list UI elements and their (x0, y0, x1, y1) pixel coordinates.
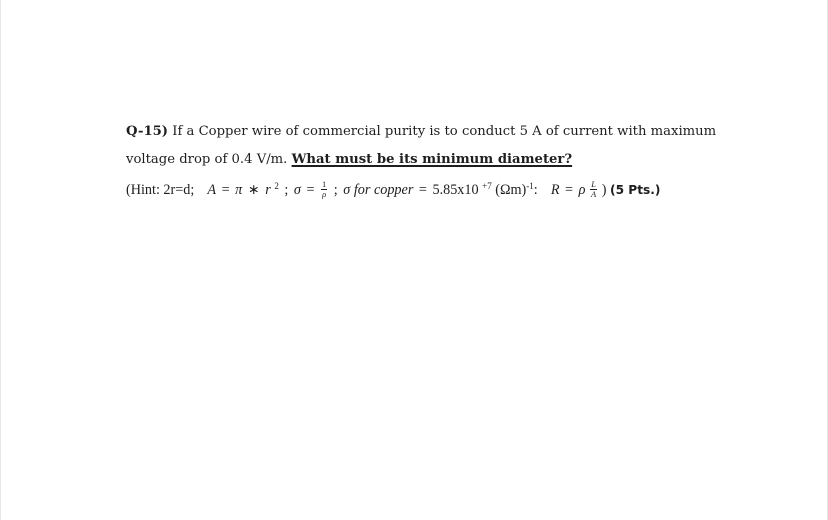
question-text: If a Copper wire of commercial purity is to conduct 5 A of current with maximum (172, 124, 717, 139)
question-number: Q-15) (126, 124, 169, 139)
copper-conductivity: σ for copper = 5.85x10 $^{+7}$ $(\Omega m)^{-1}$: (343, 180, 538, 198)
conductivity-formula: σ = $\frac{1}{\rho}$ ; (293, 179, 338, 199)
question-line-2 (126, 152, 572, 167)
area-formula: A = π ∗ r $^2$ ; (207, 180, 289, 198)
points-label: (5 Pts.) (610, 182, 661, 197)
question-text-continued: voltage drop of 0.4 V/m. (126, 152, 288, 167)
l-over-a-fraction: $\frac{L}{A}$ (590, 179, 597, 199)
question-emphasis: What must be its minimum diameter? (291, 152, 573, 167)
one-over-rho-fraction: $\frac{1}{\rho}$ (322, 179, 327, 199)
hint-line (126, 181, 661, 200)
resistance-formula: R = ρ $\frac{L}{A}$ ) (550, 179, 607, 199)
question-line-1 (126, 124, 716, 139)
page-left-edge (0, 0, 1, 520)
hint-prefix: (Hint: 2r=d; (126, 181, 195, 198)
